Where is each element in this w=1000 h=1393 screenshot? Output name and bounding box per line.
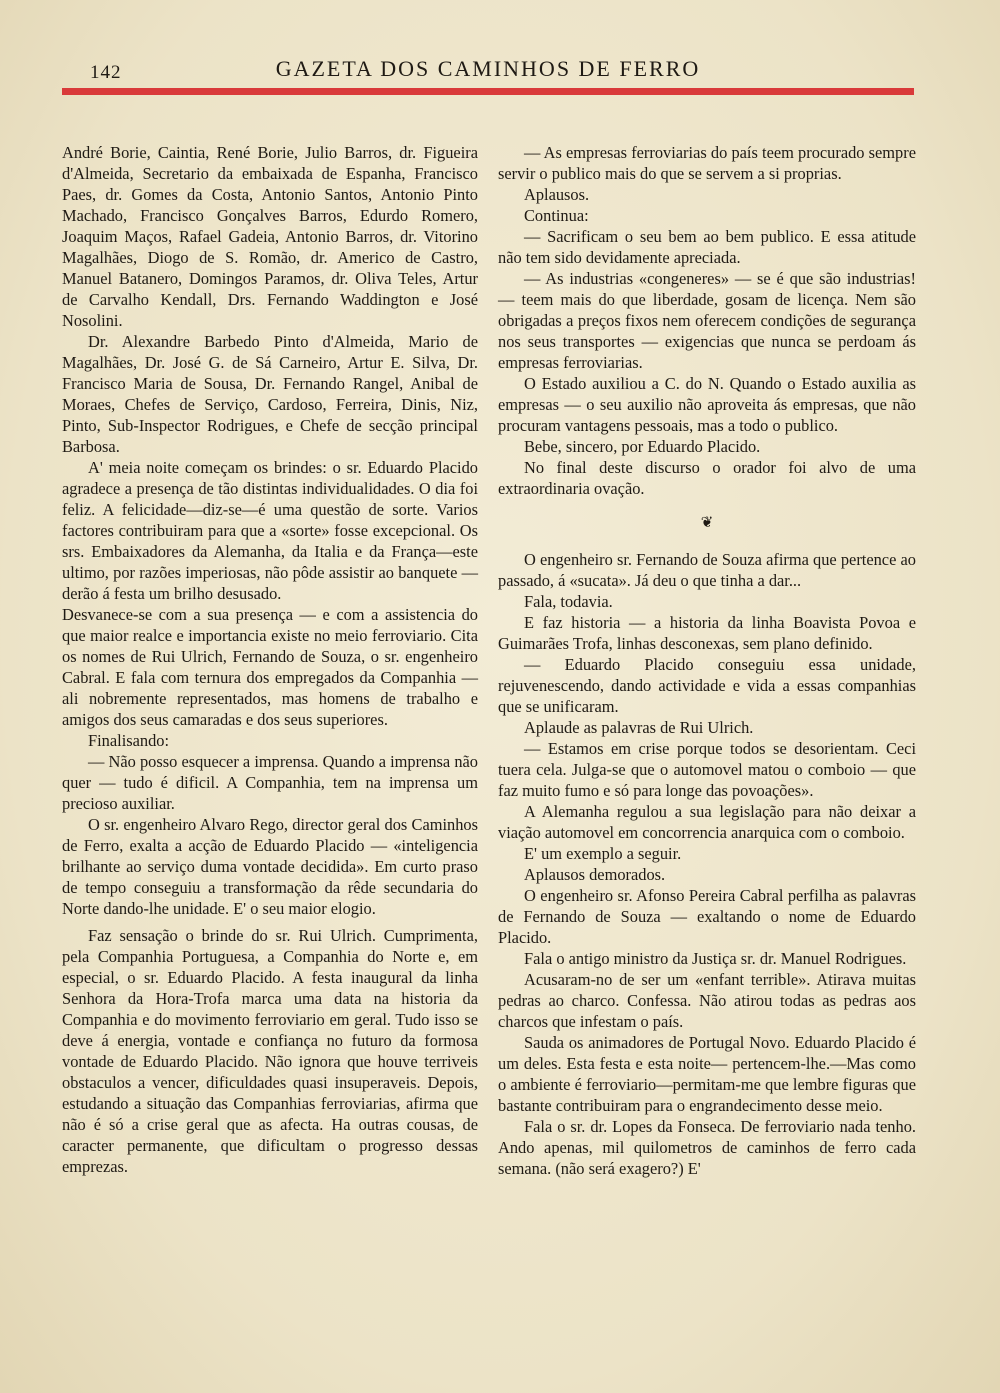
paragraph: E faz historia — a historia da linha Boavista Povoa e Guimarães Trofa, linhas desconexas, sem plano definido. bbox=[498, 613, 916, 653]
paragraph: Bebe, sincero, por Eduardo Placido. bbox=[524, 437, 761, 456]
paragraph: — As industrias «congeneres» — se é que são industrias! — teem mais do que liberdade, gosam de licença. Nem são obrigadas a preços fixos nem oferecem condições de segurança nos seus transportes — exigencias que nunca se perdoam ás empresas ferroviarias. bbox=[498, 269, 916, 372]
paragraph: Acusaram-no de ser um «enfant terrible». Atirava muitas pedras ao charco. Confessa. Não atirou todas as pedras aos charcos que infestam o país. bbox=[498, 970, 916, 1031]
paragraph: Continua: bbox=[524, 206, 589, 225]
paragraph: Finalisando: bbox=[88, 731, 170, 750]
paragraph: — Sacrificam o seu bem ao bem publico. E essa atitude não tem sido devidamente apreciada. bbox=[498, 227, 916, 267]
paragraph: Dr. Alexandre Barbedo Pinto d'Almeida, Mario de Magalhães, Dr. José G. de Sá Carneiro, Artur E. Silva, Dr. Francisco Maria de Sousa, Dr. Fernando Rangel, Anibal de Moraes, Chefes de Serviço, Cardoso, Ferreira, Dinis, Niz, Pinto, Sub-Inspector Rodrigues, e Chefe de secção principal Barbosa. bbox=[62, 332, 478, 456]
paragraph: Faz sensação o brinde do sr. Rui Ulrich. Cumprimenta, pela Companhia Portuguesa, a Companhia do Norte e, em especial, o sr. Eduardo Placido. A festa inaugural da linha Senhora da Hora-Trofa marca uma data na historia da Companhia e do movimento ferroviario em geral. Tudo isso se deve á energia, vontade e confiança no futuro da formosa vontade de Eduardo Placido. Não ignora que houve terriveis obstaculos a vencer, dificuldades quasi insuperaveis. Depois, estudando a situação das Companhias ferroviarias, afirma que não é só a crise geral que as afecta. Ha outras cousas, de caracter permanente, que dificultam o progresso dessas emprezas. bbox=[62, 926, 478, 1176]
paragraph: Sauda os animadores de Portugal Novo. Eduardo Placido é um deles. Esta festa e esta noite— pertencem-lhe.—Mas como o ambiente é ferroviario—permitam-me que lembre figuras que bastante contribuiram para o engrandecimento desse meio. bbox=[498, 1033, 916, 1115]
paragraph: Aplausos. bbox=[524, 185, 590, 204]
section-ornament-icon: ❦ bbox=[700, 515, 714, 531]
paragraph: Fala o sr. dr. Lopes da Fonseca. De ferroviario nada tenho. Ando apenas, mil quilometros de caminhos de ferro cada semana. (não será exagero?) E' bbox=[498, 1117, 916, 1178]
paragraph: O Estado auxiliou a C. do N. Quando o Estado auxilia as empresas — o seu auxilio não aproveita ás empresas, que não procuram vantagens pessoais, mas a todo o publico. bbox=[498, 374, 916, 435]
paragraph: — Não posso esquecer a imprensa. Quando a imprensa não quer — tudo é dificil. A Companhia, tem na imprensa um precioso auxiliar. bbox=[62, 752, 478, 813]
page-number: 142 bbox=[90, 62, 122, 83]
paragraph: O sr. engenheiro Alvaro Rego, director geral dos Caminhos de Ferro, exalta a acção de Eduardo Placido — «inteligencia brilhante ao serviço duma vontade decidida». Em curto praso de tempo conseguiu a transformação da rêde secundaria do Norte dando-lhe unidade. E' o seu maior elogio. bbox=[62, 815, 478, 918]
paragraph: A' meia noite começam os brindes: o sr. Eduardo Placido agradece a presença de tão distintas individualidades. O dia foi feliz. A felicidade—diz-se—é uma questão de sorte. Varios factores contribuiram para que a «sorte» fosse excepcional. Os srs. Embaixadores da Alemanha, da Italia e da França—este ultimo, por razões imperiosas, não pôde assistir ao banquete — derão á festa um brilho desusado. bbox=[62, 458, 478, 603]
paragraph: André Borie, Caintia, René Borie, Julio Barros, dr. Figueira d'Almeida, Secretario da embaixada de Espanha, Francisco Paes, dr. Gomes da Costa, Antonio Santos, Antonio Pinto Machado, Francisco Gonçalves Barros, Edurdo Romero, Joaquim Maços, Rafael Gadeia, Antonio Barros, dr. Vitorino Magalhães, Diogo de S. Romão, dr. Americo de Castro, Manuel Batanero, Domingos Paramos, dr. Oliva Teles, Artur de Carvalho Kendall, Drs. Fernando Waddington e José Nosolini. bbox=[62, 143, 478, 330]
paragraph: Aplausos demorados. bbox=[524, 865, 666, 884]
paragraph: E' um exemplo a seguir. bbox=[524, 844, 682, 863]
paragraph: O engenheiro sr. Fernando de Souza afirma que pertence ao passado, á «sucata». Já deu o que tinha a dar... bbox=[498, 550, 916, 590]
paragraph: — As empresas ferroviarias do país teem procurado sempre servir o publico mais do que se servem a si proprias. bbox=[498, 143, 916, 183]
paragraph: O engenheiro sr. Afonso Pereira Cabral perfilha as palavras de Fernando de Souza — exaltando o nome de Eduardo Placido. bbox=[498, 886, 916, 947]
page-header bbox=[62, 52, 914, 84]
paragraph: Aplaude as palavras de Rui Ulrich. bbox=[524, 718, 754, 737]
paragraph: Fala, todavia. bbox=[524, 592, 613, 611]
paragraph: A Alemanha regulou a sua legislação para não deixar a viação automovel em concorrencia anarquica com o comboio. bbox=[498, 802, 916, 842]
paragraph: No final deste discurso o orador foi alvo de uma extraordinaria ovação. bbox=[498, 458, 916, 498]
paragraph: — Estamos em crise porque todos se desorientam. Ceci tuera cela. Julga-se que o automovel matou o comboio — que faz muito fumo e só para longe das povoações». bbox=[498, 739, 916, 800]
paragraph: Desvanece-se com a sua presença — e com a assistencia do que maior realce e importancia existe no meio ferroviario. Cita os nomes de Rui Ulrich, Fernando de Souza, o sr. engenheiro Cabral. E fala com ternura dos empregados da Companhia — ali nobremente representados, mas homens de trabalho e amigos dos seus camaradas e dos seus superiores. bbox=[62, 605, 478, 729]
paragraph: Fala o antigo ministro da Justiça sr. dr. Manuel Rodrigues. bbox=[524, 949, 907, 968]
masthead-title: GAZETA DOS CAMINHOS DE FERRO bbox=[275, 56, 701, 81]
header-rule bbox=[62, 88, 914, 95]
paragraph: — Eduardo Placido conseguiu essa unidade, rejuvenescendo, dando actividade e vida a essas companhias que se unificaram. bbox=[498, 655, 916, 716]
left-column bbox=[62, 142, 478, 1177]
right-column bbox=[498, 142, 916, 1179]
